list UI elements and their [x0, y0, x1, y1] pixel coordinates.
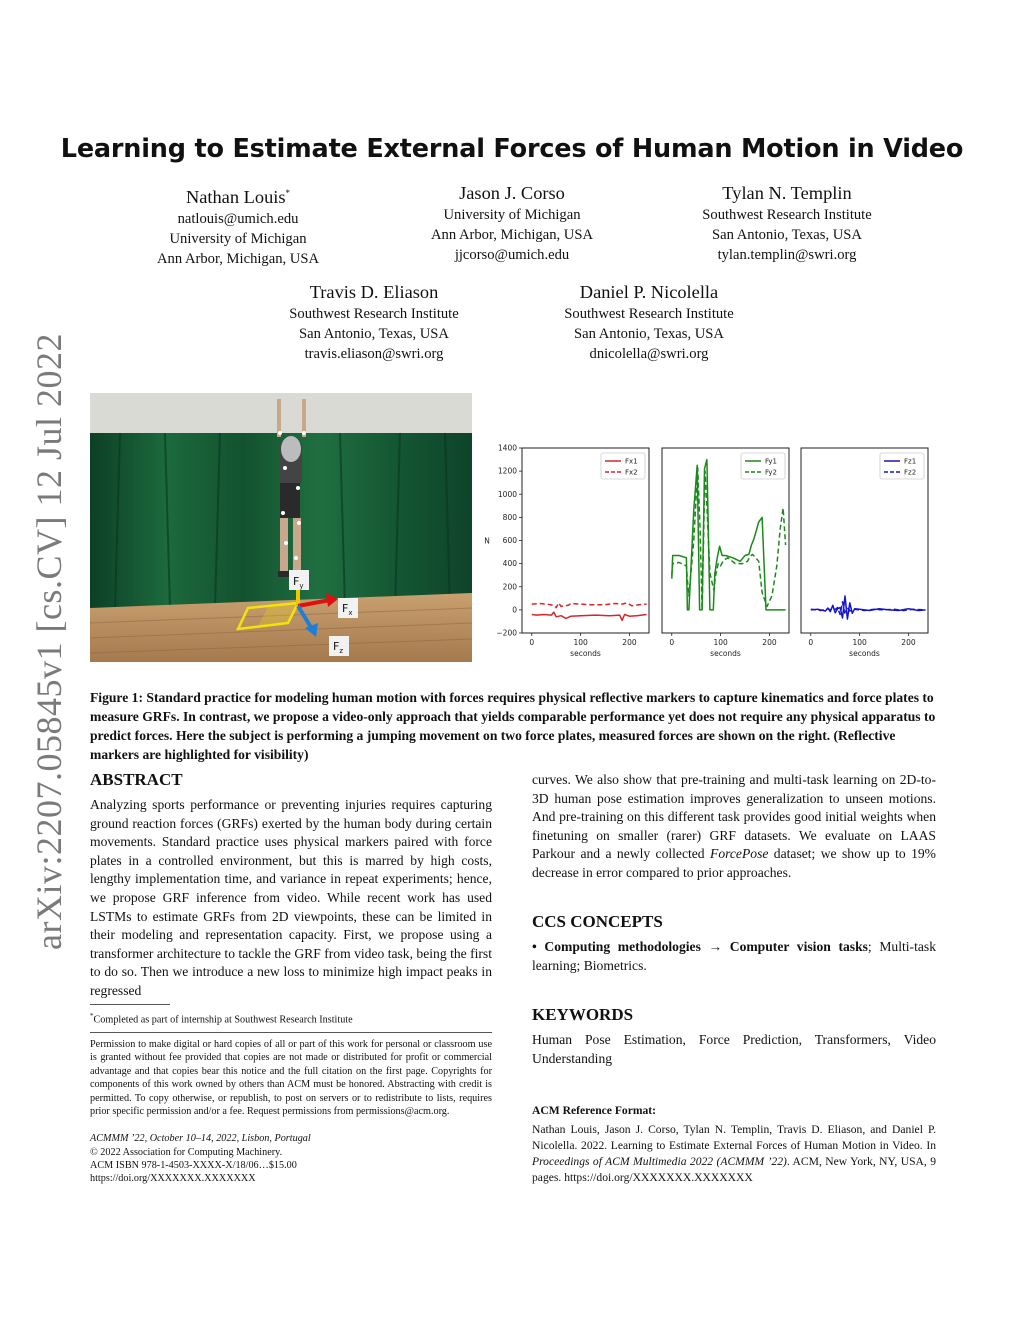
legend-label: Fz1	[904, 457, 917, 466]
author-affiliation: Southwest Research Institute	[564, 306, 734, 322]
legend-box	[741, 453, 785, 479]
chart-panel-3	[801, 448, 928, 658]
legend-label: Fy2	[765, 468, 777, 477]
author-location: San Antonio, Texas, USA	[574, 326, 724, 342]
footnote-rule	[90, 1004, 170, 1005]
figure-photo	[90, 393, 472, 662]
author-name: Travis D. Eliason	[309, 282, 439, 302]
author-affiliation: Southwest Research Institute	[289, 306, 459, 322]
author-block	[392, 181, 632, 265]
x-tick-label: 0	[808, 638, 814, 647]
x-tick-label: 100	[573, 638, 588, 647]
ccs-text: • Computing methodologies → Computer vision tasks; Multi-task learning; Biometrics.	[532, 939, 936, 973]
x-tick-label: 200	[762, 638, 777, 647]
fz-label: $F_z$	[333, 640, 344, 655]
chart-panel-2	[662, 448, 789, 658]
x-axis-label: seconds	[570, 649, 601, 658]
author-name: Jason J. Corso	[459, 183, 565, 203]
conference-info: ACMMM ’22, October 10–14, 2022, Lisbon, Portugal	[90, 1133, 311, 1144]
y-tick-label: 800	[502, 512, 517, 522]
y-tick-label: 1200	[497, 466, 517, 476]
force-charts	[480, 440, 930, 662]
x-tick-label: 0	[529, 638, 535, 647]
y-tick-label: 600	[502, 536, 517, 545]
x-tick-label: 100	[852, 638, 867, 647]
x-axis-label: seconds	[849, 649, 880, 658]
acm-ref-text: Nathan Louis, Jason J. Corso, Tylan N. Templin, Travis D. Eliason, and Daniel P. Nicolella. 2022. Learning to Estimate External Forces of Human Motion in Video. In Proceedings of ACM Multimedia 2022 (ACMMM ’22). ACM, New York, NY, USA, 9 pages. https://doi.org/XXXXXXX.XXXXXXX	[532, 1123, 937, 1184]
y-tick-label: 1400	[497, 443, 517, 453]
author-block	[667, 181, 907, 265]
legend-label: Fx1	[625, 457, 638, 466]
x-tick-label: 0	[669, 638, 675, 647]
keywords-heading: KEYWORDS	[532, 1005, 634, 1024]
x-tick-label: 100	[713, 638, 728, 647]
author-affiliation: University of Michigan	[443, 207, 581, 223]
author-location: San Antonio, Texas, USA	[299, 326, 449, 342]
author-email: natlouis@umich.edu	[177, 211, 299, 228]
x-tick-label: 200	[901, 638, 916, 647]
isbn-line: ACM ISBN 978-1-4503-XXXX-X/18/06…$15.00	[90, 1160, 297, 1171]
y-tick-label: −200	[496, 628, 517, 638]
permission-rule	[90, 1032, 492, 1033]
author-location: San Antonio, Texas, USA	[712, 227, 862, 243]
legend-label: Fx2	[625, 468, 638, 477]
doi-line: https://doi.org/XXXXXXX.XXXXXXX	[90, 1173, 256, 1184]
author-block	[529, 280, 769, 364]
figure-caption: Figure 1: Standard practice for modeling human motion with forces requires physical reflective markers to capture kinematics and force plates to measure GRFs. In contrast, we propose a video-only approach that yields comparable performance yet does not require any physical apparatus to predict forces. Here the subject is performing a jumping movement on two force plates, measured forces are shown on the right. (Reflective markers are highlighted for visibility)	[90, 690, 936, 762]
author-name: Daniel P. Nicolella	[579, 282, 719, 302]
author-email: travis.eliason@swri.org	[304, 346, 444, 362]
ccs-heading: CCS CONCEPTS	[532, 912, 663, 931]
abstract-text-left: Analyzing sports performance or preventing injuries requires capturing ground reaction forces (GRFs) exerted by the human body during certain movements. Standard practice uses physical markers paired with force plates in a controlled environment, but this is marred by high costs, lengthy implementation time, and variance in repeat experiments; hence, we propose GRF inference from video. While recent work has used LSTMs to estimate GRFs from 2D viewpoints, these can be limited in their modeling and representation capacity. First, we propose using a transformer architecture to tackle the GRF from video task, being the first to do so. Then we introduce a new loss to minimize high impact peaks in regressed	[90, 797, 492, 998]
author-location: Ann Arbor, Michigan, USA	[157, 251, 319, 268]
y-axis-label: N	[484, 536, 490, 546]
y-tick-label: 1000	[497, 489, 517, 499]
legend-box	[601, 453, 645, 479]
author-name: Tylan N. Templin	[722, 183, 852, 203]
author-block	[118, 181, 358, 269]
abstract-text-right: curves. We also show that pre-training and multi-task learning on 2D-to-3D human pose estimation improves generalization to unseen motions. And pre-training on this different task provides good initial weights when finetuning on smaller (rarer) GRF datasets. We evaluate on LAAS Parkour and a newly collected ForcePose dataset; we show up to 19% decrease in error compared to prior approaches.	[532, 772, 936, 880]
acm-ref-heading: ACM Reference Format:	[532, 1104, 657, 1117]
x-axis-label: seconds	[710, 649, 741, 658]
permission-text: Permission to make digital or hard copies of all or part of this work for personal or classroom use is granted without fee provided that copies are not made or distributed for profit or commercial advantage and that copies bear this notice and the full citation on the first page. Copyrights for components of this work owned by others than ACM must be honored. Abstracting with credit is permitted. To copy otherwise, or republish, to post on servers or to redistribute to lists, requires prior specific permission and/or a fee. Request permissions from permissions@acm.org.	[90, 1039, 492, 1118]
abstract-heading: ABSTRACT	[90, 770, 183, 789]
author-email: dnicolella@swri.org	[589, 346, 709, 362]
legend-label: Fy1	[765, 457, 777, 466]
author-email: tylan.templin@swri.org	[717, 247, 857, 263]
keywords-text: Human Pose Estimation, Force Prediction, Transformers, Video Understanding	[532, 1032, 936, 1066]
y-tick-label: 200	[502, 582, 517, 592]
author-affiliation: University of Michigan	[169, 231, 307, 248]
fy-label: $F_y$	[293, 575, 304, 590]
fx-label: $F_x$	[342, 602, 353, 617]
copyright-line: © 2022 Association for Computing Machinery.	[90, 1147, 283, 1158]
paper-title: Learning to Estimate External Forces of Human Motion in Video	[60, 134, 964, 164]
x-tick-label: 200	[622, 638, 637, 647]
legend-label: Fz2	[904, 468, 917, 477]
arxiv-stamp: arXiv:2207.05845v1 [cs.CV] 12 Jul 2022	[29, 333, 69, 950]
author-location: Ann Arbor, Michigan, USA	[431, 227, 593, 243]
author-affiliation: Southwest Research Institute	[702, 207, 872, 223]
author-email: jjcorso@umich.edu	[454, 247, 570, 263]
chart-panel-1	[484, 444, 649, 659]
footnote: *Completed as part of internship at Southwest Research Institute	[90, 1012, 353, 1026]
author-name: Nathan Louis*	[185, 187, 291, 208]
y-tick-label: 0	[512, 605, 517, 615]
y-tick-label: 400	[502, 559, 517, 569]
author-block	[254, 280, 494, 364]
legend-box	[880, 453, 924, 479]
